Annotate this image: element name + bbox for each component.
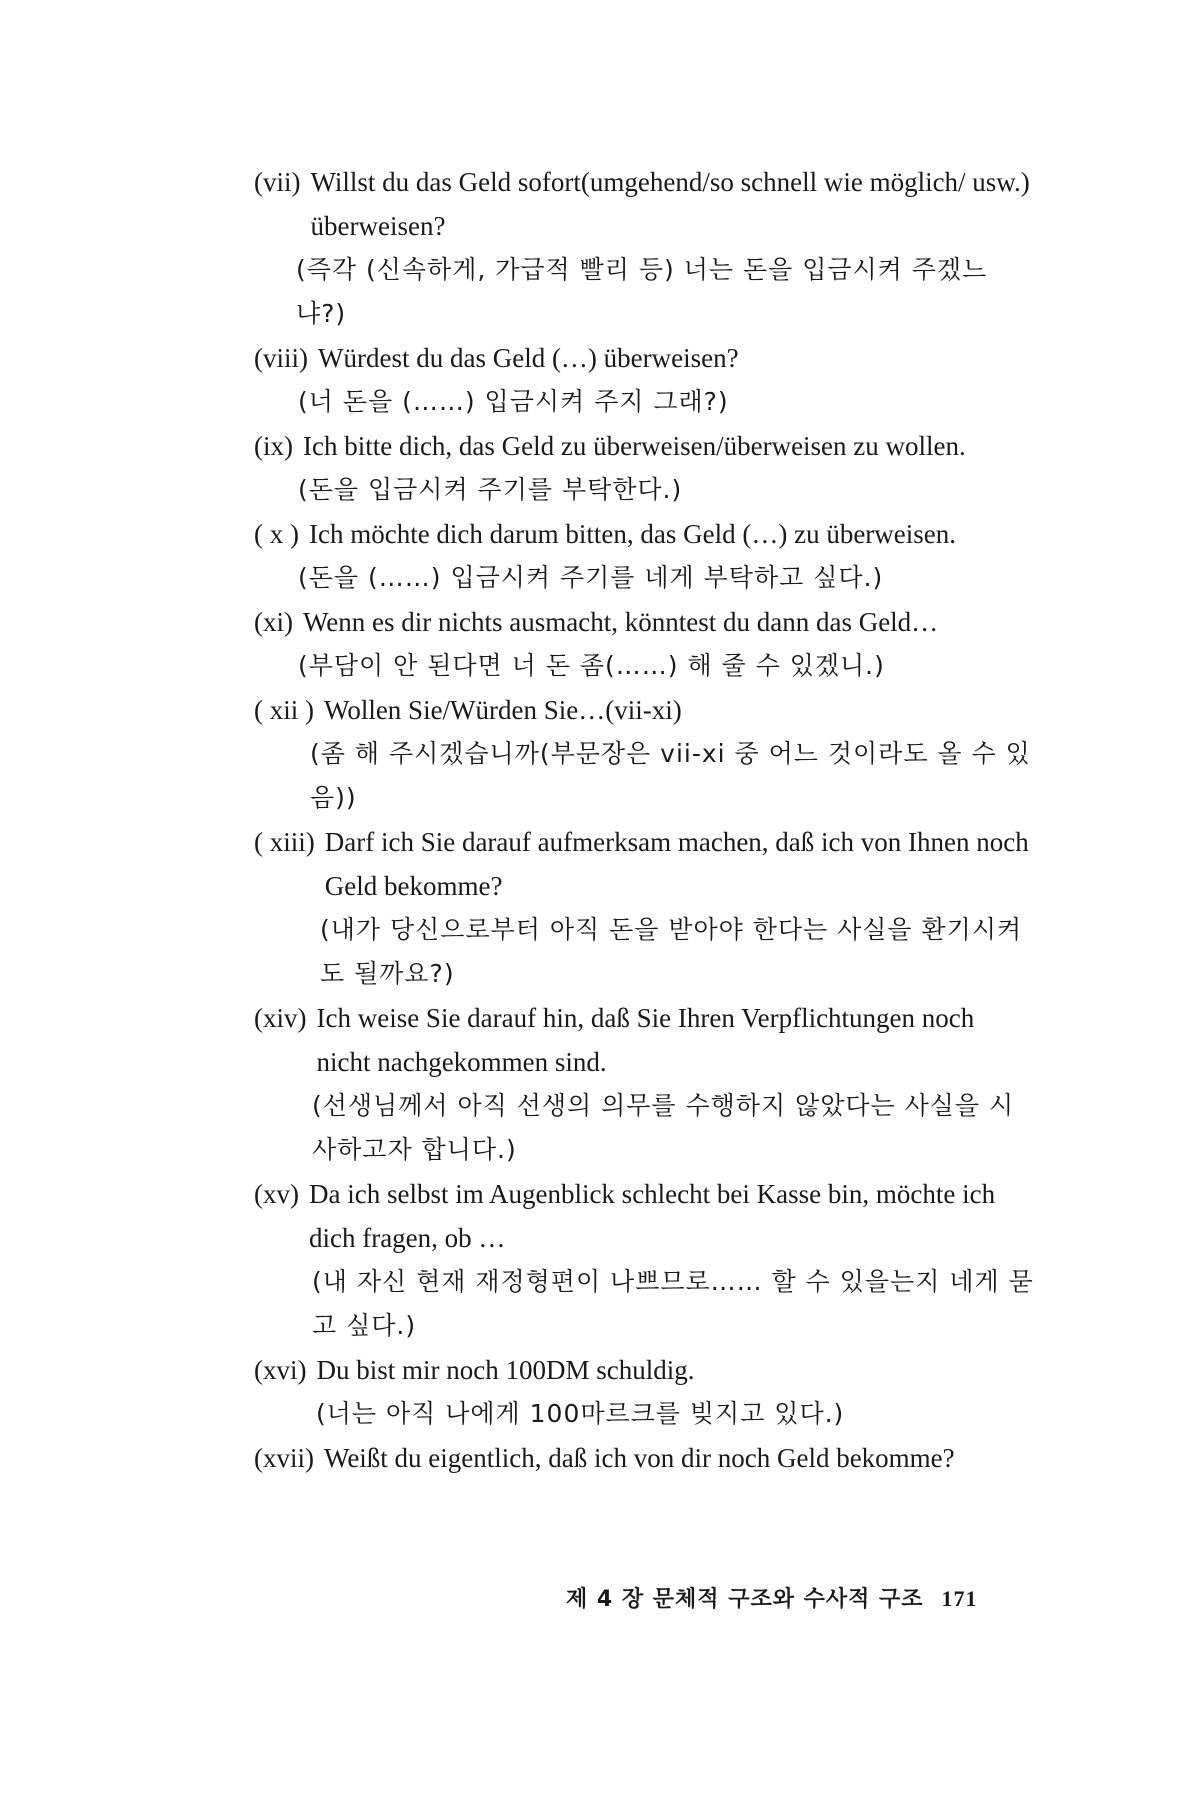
korean-translation: (너는 아직 나에게 100마르크를 빚지고 있다.) [316,1399,845,1428]
example-entry [254,424,1034,512]
example-entry [254,512,1034,600]
german-sentence: Du bist mir noch 100DM schuldig. [316,1355,695,1385]
german-sentence: Ich weise Sie darauf hin, daß Sie Ihren Verpflichtungen noch nicht nachgekommen sind. [316,1003,975,1077]
page-number: 171 [941,1586,978,1611]
german-sentence: Weißt du eigentlich, daß ich von dir noch Geld bekomme? [324,1443,955,1473]
korean-translation: (선생님께서 아직 선생의 의무를 수행하지 않았다는 사실을 시사하고자 합니다.) [312,1091,1015,1164]
entry-number: (vii) [254,167,301,197]
example-entry [254,336,1034,424]
german-sentence: Darf ich Sie darauf aufmerksam machen, daß ich von Ihnen noch Geld bekomme? [324,827,1029,901]
german-sentence: Würdest du das Geld (…) überweisen? [318,343,739,373]
german-sentence: Ich bitte dich, das Geld zu überweisen/überweisen zu wollen. [302,431,966,461]
korean-translation: (내 자신 현재 재정형편이 나쁘므로…… 할 수 있을는지 네게 묻고 싶다.) [312,1267,1034,1340]
example-entry [254,160,1034,336]
entry-number: (xi) [254,607,293,637]
running-footer [566,1582,1006,1613]
german-sentence: Wollen Sie/Würden Sie…(vii-xi) [324,695,682,725]
entry-number: (ix) [254,431,293,461]
korean-translation: (너 돈을 (……) 입금시켜 주지 그래?) [298,387,729,416]
korean-translation: (내가 당신으로부터 아직 돈을 받아야 한다는 사실을 환기시켜도 될까요?) [320,915,1023,988]
entry-number: (xvi) [254,1355,307,1385]
example-list [0,160,1200,1480]
korean-translation: (즉각 (신속하게, 가급적 빨리 등) 너는 돈을 입금시켜 주겠느냐?) [296,255,988,328]
korean-translation: (부담이 안 된다면 너 돈 좀(……) 해 줄 수 있겠니.) [298,651,885,680]
chapter-title: 제 4 장 문체적 구조와 수사적 구조 [566,1587,924,1612]
example-entry [254,820,1034,996]
example-entry [254,600,1034,688]
entry-number: (xvii) [254,1443,314,1473]
entry-number: (xv) [254,1179,299,1209]
german-sentence: Wenn es dir nichts ausmacht, könntest du dann das Geld… [302,607,939,637]
entry-number: ( xii ) [254,695,314,725]
example-entry [254,1348,1034,1436]
korean-translation: (좀 해 주시겠습니까(부문장은 vii-xi 중 어느 것이라도 올 수 있음)) [310,739,1031,812]
example-entry [254,1172,1034,1348]
german-sentence: Da ich selbst im Augenblick schlecht bei Kasse bin, möchte ich dich fragen, ob … [308,1179,996,1253]
entry-number: (viii) [254,343,308,373]
korean-translation: (돈을 (……) 입금시켜 주기를 네게 부탁하고 싶다.) [298,563,884,592]
example-entry [254,688,1034,820]
entry-number: ( xiii) [254,827,315,857]
korean-translation: (돈을 입금시켜 주기를 부탁한다.) [298,475,683,504]
entry-number: (xiv) [254,1003,307,1033]
entry-number: ( x ) [254,519,299,549]
german-sentence: Willst du das Geld sofort(umgehend/so schnell wie möglich/ usw.) überweisen? [310,167,1030,241]
german-sentence: Ich möchte dich darum bitten, das Geld (…) zu überweisen. [308,519,957,549]
example-entry [254,996,1034,1172]
example-entry [254,1436,1034,1480]
